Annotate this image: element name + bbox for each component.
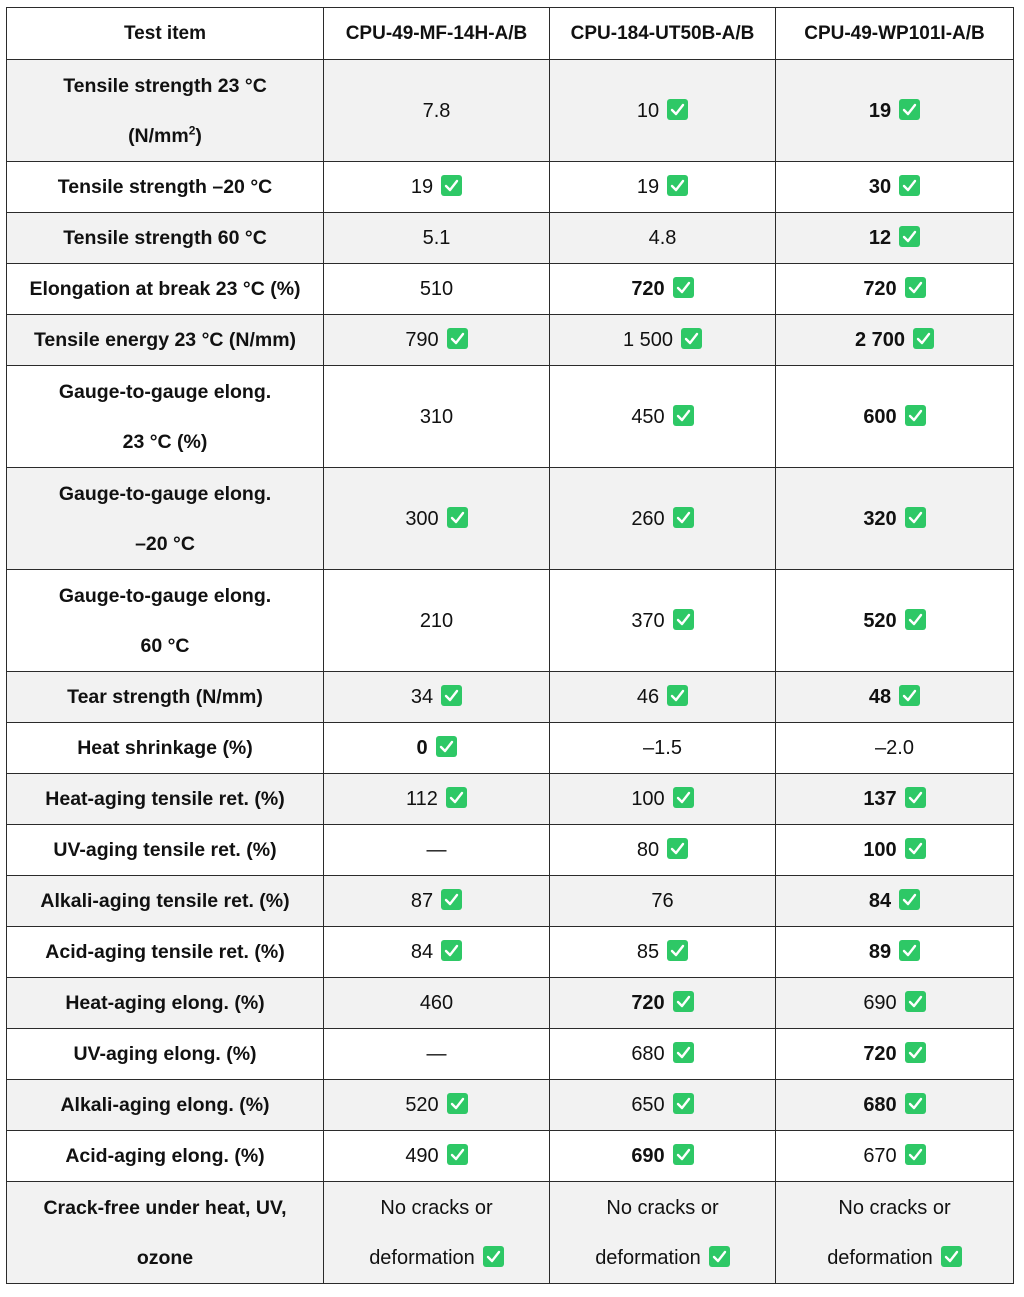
value-cell: [550, 876, 776, 927]
row-label: [7, 1029, 324, 1080]
value-cell: [324, 264, 550, 315]
value-cell: [776, 570, 1014, 672]
row-label-line: ozone: [136, 1246, 194, 1269]
check-mark-icon: [447, 1144, 468, 1165]
value-cell: [324, 468, 550, 570]
cell-value: 670: [863, 1145, 897, 1167]
check-mark-icon: [905, 787, 926, 808]
cell-value: 2 700: [854, 329, 906, 351]
row-label-line: 60 °C: [140, 634, 190, 657]
cell-value: 100: [631, 788, 665, 810]
cell-value-line: No cracks or: [606, 1196, 719, 1219]
row-label-line: Alkali-aging tensile ret. (%): [40, 890, 290, 912]
value-cell: [550, 774, 776, 825]
value-cell: [776, 264, 1014, 315]
row-label: [7, 1182, 324, 1284]
cell-value: 310: [419, 405, 454, 428]
check-mark-icon: [899, 226, 920, 247]
cell-value: 12: [868, 227, 892, 249]
cell-value: 80: [636, 839, 660, 861]
cell-value: 84: [868, 890, 892, 912]
cell-value: 7.8: [422, 99, 451, 122]
check-mark-icon: [899, 940, 920, 961]
cell-value: 790: [405, 329, 439, 351]
header-product-1: CPU-49-MF-14H-A/B: [324, 8, 550, 60]
cell-value: 370: [631, 609, 665, 632]
value-cell: [550, 366, 776, 468]
table-container: [6, 7, 1014, 1284]
check-mark-icon: [905, 991, 926, 1012]
cell-value: 450: [631, 405, 665, 428]
check-mark-icon: [673, 1093, 694, 1114]
cell-value: 89: [868, 941, 892, 963]
row-label: [7, 723, 324, 774]
row-label-superscript: 2: [188, 123, 196, 137]
check-mark-icon: [447, 1093, 468, 1114]
table-row: [7, 876, 1014, 927]
check-mark-icon: [673, 609, 694, 630]
value-cell: [550, 264, 776, 315]
value-cell: [324, 927, 550, 978]
row-label-line: Tensile energy 23 °C (N/mm): [33, 329, 297, 351]
cell-value: 300: [405, 507, 439, 530]
value-cell: [324, 876, 550, 927]
check-mark-icon: [899, 175, 920, 196]
value-cell: [776, 876, 1014, 927]
check-mark-icon: [905, 1144, 926, 1165]
cell-value-line: deformation: [827, 1246, 933, 1269]
cell-value: 100: [863, 839, 897, 861]
row-label: [7, 162, 324, 213]
check-mark-icon: [905, 1093, 926, 1114]
value-cell: [776, 213, 1014, 264]
value-cell: [550, 1080, 776, 1131]
check-mark-icon: [905, 838, 926, 859]
cell-value: 48: [868, 686, 892, 708]
table-row: [7, 60, 1014, 162]
value-cell: [776, 366, 1014, 468]
row-label-line: ): [195, 124, 202, 147]
cell-value: 720: [631, 278, 665, 300]
cell-value: 87: [410, 890, 434, 912]
value-cell: [550, 60, 776, 162]
check-mark-icon: [905, 609, 926, 630]
value-cell: [324, 213, 550, 264]
cell-value-line: No cracks or: [838, 1196, 951, 1219]
value-cell: [776, 774, 1014, 825]
value-cell: [550, 1182, 776, 1284]
cell-value: 84: [410, 941, 434, 963]
table-row: [7, 162, 1014, 213]
value-cell: [324, 60, 550, 162]
check-mark-icon: [899, 889, 920, 910]
table-row: [7, 825, 1014, 876]
cell-value: 85: [636, 941, 660, 963]
row-label-line: Crack-free under heat, UV,: [43, 1196, 287, 1219]
value-cell: [324, 1182, 550, 1284]
cell-value: 46: [636, 686, 660, 708]
cell-value-line: No cracks or: [380, 1196, 493, 1219]
row-label: [7, 60, 324, 162]
check-mark-icon: [441, 889, 462, 910]
cell-value: 4.8: [648, 227, 677, 249]
check-mark-icon: [673, 991, 694, 1012]
check-mark-icon: [681, 328, 702, 349]
check-mark-icon: [673, 507, 694, 528]
cell-value: 260: [631, 507, 665, 530]
value-cell: [324, 1029, 550, 1080]
check-mark-icon: [709, 1246, 730, 1267]
value-cell: [776, 927, 1014, 978]
row-label: [7, 366, 324, 468]
cell-value: 520: [863, 609, 897, 632]
row-label-line: Tensile strength 23 °C: [63, 74, 267, 97]
row-label-line: UV-aging tensile ret. (%): [53, 839, 277, 861]
check-mark-icon: [667, 838, 688, 859]
cell-value: 137: [863, 788, 897, 810]
table-row: [7, 264, 1014, 315]
value-cell: [324, 1131, 550, 1182]
value-cell: [550, 978, 776, 1029]
cell-value: 19: [410, 176, 434, 198]
table-row: [7, 1029, 1014, 1080]
check-mark-icon: [441, 940, 462, 961]
value-cell: [550, 213, 776, 264]
check-mark-icon: [446, 787, 467, 808]
row-label: [7, 672, 324, 723]
value-cell: [776, 723, 1014, 774]
table-row: [7, 1131, 1014, 1182]
cell-value: 210: [419, 609, 454, 632]
row-label: [7, 876, 324, 927]
row-label: [7, 825, 324, 876]
check-mark-icon: [941, 1246, 962, 1267]
cell-value: 112: [406, 788, 438, 810]
check-mark-icon: [673, 1144, 694, 1165]
cell-value: 720: [863, 1043, 897, 1065]
table-row: [7, 978, 1014, 1029]
row-label: [7, 570, 324, 672]
row-label-line: Acid-aging tensile ret. (%): [45, 941, 285, 963]
cell-value: 490: [405, 1145, 439, 1167]
cell-value-line: deformation: [595, 1246, 701, 1269]
check-mark-icon: [899, 99, 920, 120]
row-label-line: Tear strength (N/mm): [67, 686, 263, 708]
check-mark-icon: [667, 940, 688, 961]
cell-value: —: [426, 839, 447, 861]
check-mark-icon: [667, 685, 688, 706]
value-cell: [324, 723, 550, 774]
cell-value: 520: [405, 1094, 439, 1116]
value-cell: [324, 978, 550, 1029]
value-cell: [776, 60, 1014, 162]
value-cell: [776, 162, 1014, 213]
cell-value: 5.1: [422, 227, 451, 249]
check-mark-icon: [441, 175, 462, 196]
table-row: [7, 1080, 1014, 1131]
table-row: [7, 927, 1014, 978]
cell-value: 720: [631, 992, 665, 1014]
row-label: [7, 264, 324, 315]
header-test-item: Test item: [7, 8, 324, 60]
value-cell: [550, 672, 776, 723]
value-cell: [324, 315, 550, 366]
row-label-line: Acid-aging elong. (%): [65, 1145, 265, 1167]
value-cell: [776, 468, 1014, 570]
cell-value: 720: [863, 278, 897, 300]
row-label-line: Gauge-to-gauge elong.: [58, 380, 272, 403]
value-cell: [324, 672, 550, 723]
check-mark-icon: [905, 405, 926, 426]
value-cell: [550, 570, 776, 672]
cell-value-line: deformation: [369, 1246, 475, 1269]
cell-value: 600: [863, 405, 897, 428]
row-label: [7, 468, 324, 570]
value-cell: [550, 1029, 776, 1080]
cell-value: —: [426, 1043, 447, 1065]
row-label: [7, 927, 324, 978]
cell-value: 680: [863, 1094, 897, 1116]
check-mark-icon: [905, 507, 926, 528]
row-label: [7, 1080, 324, 1131]
cell-value: 320: [863, 507, 897, 530]
comparison-table: [6, 7, 1014, 1284]
cell-value: 1 500: [622, 329, 674, 351]
check-mark-icon: [441, 685, 462, 706]
table-row: [7, 570, 1014, 672]
value-cell: [776, 1029, 1014, 1080]
row-label-line: Gauge-to-gauge elong.: [58, 482, 272, 505]
cell-value: 10: [636, 99, 660, 122]
cell-value: 0: [416, 737, 428, 759]
row-label-line: Tensile strength 60 °C: [63, 227, 267, 249]
cell-value: 30: [868, 176, 892, 198]
check-mark-icon: [447, 507, 468, 528]
cell-value: 34: [410, 686, 434, 708]
row-label-line: Elongation at break 23 °C (%): [29, 278, 301, 300]
table-row: [7, 774, 1014, 825]
cell-value: 76: [651, 890, 674, 912]
cell-value: 19: [868, 99, 892, 122]
value-cell: [776, 978, 1014, 1029]
value-cell: [776, 825, 1014, 876]
value-cell: [550, 1131, 776, 1182]
header-product-2: CPU-184-UT50B-A/B: [550, 8, 776, 60]
cell-value: –2.0: [875, 737, 914, 759]
check-mark-icon: [905, 277, 926, 298]
row-label-line: Heat-aging tensile ret. (%): [45, 788, 285, 810]
check-mark-icon: [673, 277, 694, 298]
table-row: [7, 366, 1014, 468]
value-cell: [776, 1182, 1014, 1284]
row-label-line: Heat shrinkage (%): [77, 737, 253, 759]
cell-value: 650: [631, 1094, 665, 1116]
row-label-line: UV-aging elong. (%): [73, 1043, 257, 1065]
value-cell: [550, 162, 776, 213]
check-mark-icon: [673, 787, 694, 808]
table-row: [7, 1182, 1014, 1284]
check-mark-icon: [905, 1042, 926, 1063]
cell-value: 680: [631, 1043, 665, 1065]
row-label-line: Gauge-to-gauge elong.: [58, 584, 272, 607]
table-row: [7, 672, 1014, 723]
check-mark-icon: [667, 99, 688, 120]
cell-value: 690: [863, 992, 897, 1014]
value-cell: [324, 1080, 550, 1131]
row-label-line: Alkali-aging elong. (%): [60, 1094, 270, 1116]
row-label: [7, 1131, 324, 1182]
check-mark-icon: [436, 736, 457, 757]
row-label-line: Heat-aging elong. (%): [65, 992, 265, 1014]
value-cell: [776, 1131, 1014, 1182]
header-row: [7, 8, 1014, 60]
value-cell: [550, 927, 776, 978]
table-body: [7, 60, 1014, 1284]
value-cell: [324, 570, 550, 672]
cell-value: –1.5: [643, 737, 682, 759]
check-mark-icon: [899, 685, 920, 706]
row-label: [7, 213, 324, 264]
check-mark-icon: [673, 1042, 694, 1063]
cell-value: 19: [636, 176, 660, 198]
value-cell: [550, 315, 776, 366]
row-label: [7, 315, 324, 366]
value-cell: [324, 774, 550, 825]
value-cell: [550, 723, 776, 774]
value-cell: [776, 672, 1014, 723]
header-product-3: CPU-49-WP101I-A/B: [776, 8, 1014, 60]
table-row: [7, 723, 1014, 774]
value-cell: [776, 1080, 1014, 1131]
cell-value: 460: [419, 992, 454, 1014]
row-label-line: (N/mm: [128, 124, 189, 147]
row-label: [7, 774, 324, 825]
row-label: [7, 978, 324, 1029]
check-mark-icon: [673, 405, 694, 426]
value-cell: [550, 825, 776, 876]
check-mark-icon: [483, 1246, 504, 1267]
table-row: [7, 468, 1014, 570]
value-cell: [324, 825, 550, 876]
cell-value: 510: [419, 278, 454, 300]
row-label-line: –20 °C: [135, 532, 195, 555]
cell-value: 690: [631, 1145, 665, 1167]
check-mark-icon: [447, 328, 468, 349]
row-label-line: 23 °C (%): [122, 430, 208, 453]
value-cell: [776, 315, 1014, 366]
check-mark-icon: [913, 328, 934, 349]
table-row: [7, 213, 1014, 264]
value-cell: [324, 366, 550, 468]
row-label-line: Tensile strength –20 °C: [57, 176, 273, 198]
check-mark-icon: [667, 175, 688, 196]
value-cell: [324, 162, 550, 213]
table-row: [7, 315, 1014, 366]
value-cell: [550, 468, 776, 570]
